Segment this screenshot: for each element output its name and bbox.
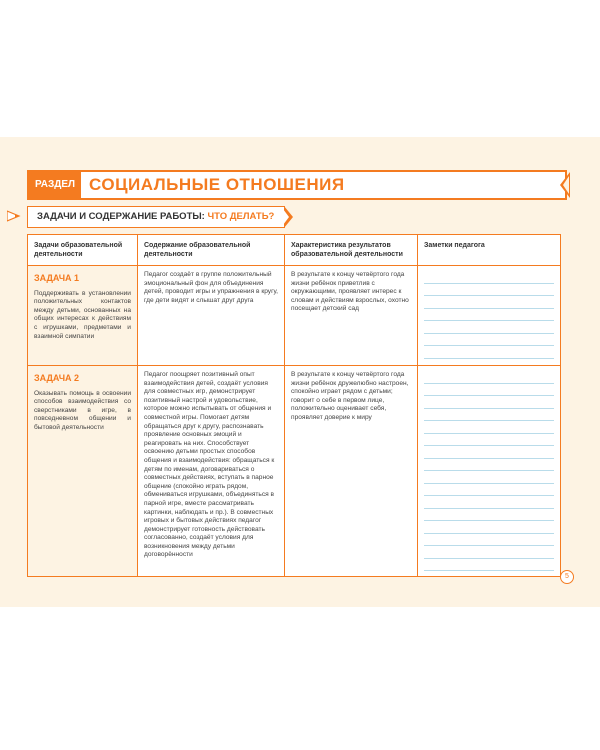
results-cell	[285, 266, 418, 366]
task-cell	[28, 266, 138, 366]
column-header: Характеристика результатов образовательной деятельности	[285, 235, 418, 266]
content-cell	[138, 266, 285, 366]
task-title: ЗАДАЧА 1	[34, 273, 80, 283]
task-text: Оказывать помощь в освоении способов взаимодействия со сверстниками в игре, в повседневном общении и бытовой деятельности	[34, 389, 131, 431]
results-cell	[285, 366, 418, 577]
tasks-table	[27, 234, 561, 577]
content-text: Педагог поощряет позитивный опыт взаимодействия детей, создаёт условия для совместных игр, демонстрирует позитивный настрой и удовольствие, которое можно испытывать от общения и совместной игры. Помогает детям обращаться друг к другу, распознавать проявление основных эмоций и реагировать на них. Способствует освоению детьми простых способов общения и взаимодействия: обращаться к детям по именам, договариваться о совместных действиях, вступать в парное общение (спокойно играть рядом, обмениваться игрушками, объединяться в парной игре, вместе рассматривать картинки, наблюдать и пр.). В совместных игровых и бытовых действиях педагог демонстрирует готовность действовать согласованно, создаёт условия для возникновения между детьми договорённости	[144, 371, 275, 559]
subheader-prefix: ЗАДАЧИ И СОДЕРЖАНИЕ РАБОТЫ:	[37, 211, 208, 222]
subheader-arrow-inner	[283, 209, 289, 225]
section-label: РАЗДЕЛ	[29, 172, 81, 198]
note-lines[interactable]	[424, 371, 554, 571]
page-number: 5	[560, 570, 574, 584]
notes-cell[interactable]	[418, 266, 561, 366]
notes-cell[interactable]	[418, 366, 561, 577]
table-row	[28, 366, 561, 577]
task-title: ЗАДАЧА 2	[34, 373, 80, 383]
section-bar-end-inner	[563, 176, 569, 194]
content-text: Педагог создаёт в группе положительный эмоциональный фон для объединения детей, проводит игры и упражнения в кругу, где дети видят и слышат друг друга	[144, 271, 278, 304]
section-header	[27, 170, 567, 200]
column-header: Содержание образовательной деятельности	[138, 235, 285, 266]
note-lines[interactable]	[424, 271, 554, 359]
task-text: Поддерживать в установлении положительных контактов между детьми, основанных на общих интересах к действиям с игрушками, предметами и взаимной симпатии	[34, 289, 131, 340]
table-row	[28, 266, 561, 366]
subheader	[27, 206, 285, 228]
results-text: В результате к концу четвёртого года жизни ребёнок приветлив с окружающими, проявляет интерес к словам и действиям взрослых, охотно посещает детский сад	[291, 271, 409, 313]
section-title: СОЦИАЛЬНЫЕ ОТНОШЕНИЯ	[89, 175, 345, 194]
subheader-accent: ЧТО ДЕЛАТЬ?	[207, 211, 275, 222]
task-cell	[28, 366, 138, 577]
results-text: В результате к концу четвёртого года жизни ребёнок дружелюбно настроен, спокойно играет рядом с детьми; говорит о себе в первом лице, положительно оценивает себя, проявляет доверие к миру	[291, 371, 409, 421]
content-cell	[138, 366, 285, 577]
column-header: Задачи образовательной деятельности	[28, 235, 138, 266]
column-header: Заметки педагога	[418, 235, 561, 266]
pencil-icon	[7, 209, 25, 223]
page-area	[0, 137, 600, 607]
table-header-row	[28, 235, 561, 266]
